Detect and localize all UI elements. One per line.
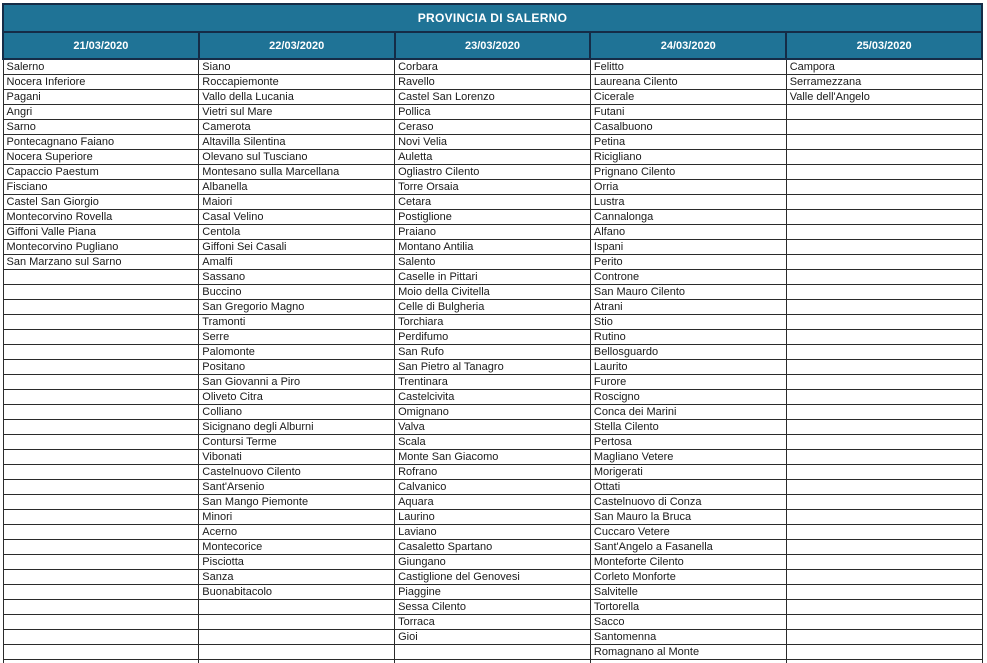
municipality-cell xyxy=(786,600,982,615)
municipality-cell xyxy=(786,555,982,570)
municipality-cell: Contursi Terme xyxy=(199,435,395,450)
table-row xyxy=(3,135,982,150)
municipality-cell xyxy=(786,300,982,315)
municipality-cell: Monteforte Cilento xyxy=(590,555,786,570)
municipality-cell: San Mauro la Bruca xyxy=(590,510,786,525)
municipality-cell: San Mango Piemonte xyxy=(199,495,395,510)
municipality-cell xyxy=(786,585,982,600)
municipality-cell: Salerno xyxy=(3,59,199,75)
municipality-cell: Ottati xyxy=(590,480,786,495)
municipality-cell xyxy=(3,285,199,300)
municipality-cell: Castelnuovo Cilento xyxy=(199,465,395,480)
municipality-cell: Magliano Vetere xyxy=(590,450,786,465)
municipality-cell: Aquara xyxy=(395,495,591,510)
municipality-cell: Celle di Bulgheria xyxy=(395,300,591,315)
municipality-cell: Felitto xyxy=(590,59,786,75)
municipality-cell: Stio xyxy=(590,315,786,330)
municipality-cell: Amalfi xyxy=(199,255,395,270)
municipality-cell: Alfano xyxy=(590,225,786,240)
municipality-cell: Castel San Giorgio xyxy=(3,195,199,210)
municipality-cell xyxy=(3,390,199,405)
municipality-cell: Campora xyxy=(786,59,982,75)
table-row xyxy=(3,330,982,345)
municipality-cell: Postiglione xyxy=(395,210,591,225)
municipality-cell: Perdifumo xyxy=(395,330,591,345)
municipality-cell: Montano Antilia xyxy=(395,240,591,255)
municipality-cell: Sarno xyxy=(3,120,199,135)
table-body xyxy=(3,59,982,663)
municipality-cell: Castelnuovo di Conza xyxy=(590,495,786,510)
municipality-cell: Orria xyxy=(590,180,786,195)
table-row xyxy=(3,630,982,645)
municipality-cell xyxy=(786,660,982,663)
municipality-cell xyxy=(786,495,982,510)
municipality-cell xyxy=(786,405,982,420)
municipality-cell xyxy=(3,660,199,663)
municipality-cell: Rofrano xyxy=(395,465,591,480)
municipality-cell: Novi Velia xyxy=(395,135,591,150)
municipality-cell: Albanella xyxy=(199,180,395,195)
table-row xyxy=(3,420,982,435)
municipality-cell: Pagani xyxy=(3,90,199,105)
municipality-cell: Pertosa xyxy=(590,435,786,450)
municipality-cell: Lustra xyxy=(590,195,786,210)
table-row xyxy=(3,240,982,255)
municipality-cell: Pisciotta xyxy=(199,555,395,570)
municipality-cell: Sacco xyxy=(590,615,786,630)
municipality-cell: San Rufo xyxy=(395,345,591,360)
municipality-cell: Omignano xyxy=(395,405,591,420)
municipality-cell: Sanza xyxy=(199,570,395,585)
municipality-cell xyxy=(786,240,982,255)
municipality-cell xyxy=(199,600,395,615)
municipality-cell xyxy=(786,450,982,465)
table-row xyxy=(3,255,982,270)
municipality-cell xyxy=(786,165,982,180)
municipality-cell: Ogliastro Cilento xyxy=(395,165,591,180)
municipality-cell: Cetara xyxy=(395,195,591,210)
date-header-5: 25/03/2020 xyxy=(786,32,982,59)
table-row xyxy=(3,75,982,90)
municipality-cell: Casalbuono xyxy=(590,120,786,135)
municipality-cell xyxy=(3,495,199,510)
municipality-cell: Altavilla Silentina xyxy=(199,135,395,150)
municipality-cell: Vallo della Lucania xyxy=(199,90,395,105)
municipality-cell: Salvitelle xyxy=(590,585,786,600)
municipality-cell xyxy=(3,345,199,360)
municipality-cell: Castiglione del Genovesi xyxy=(395,570,591,585)
municipality-cell: Sant'Arsenio xyxy=(199,480,395,495)
municipality-cell xyxy=(3,540,199,555)
municipality-cell: Caselle in Pittari xyxy=(395,270,591,285)
municipality-cell xyxy=(3,270,199,285)
municipality-cell: Montecorvino Pugliano xyxy=(3,240,199,255)
municipality-cell xyxy=(3,465,199,480)
municipality-cell: Castel San Lorenzo xyxy=(395,90,591,105)
municipality-cell xyxy=(199,660,395,663)
municipality-cell: Siano xyxy=(199,59,395,75)
municipality-cell: Centola xyxy=(199,225,395,240)
municipality-cell xyxy=(3,525,199,540)
municipality-cell: Calvanico xyxy=(395,480,591,495)
municipality-cell xyxy=(3,405,199,420)
municipality-cell: Palomonte xyxy=(199,345,395,360)
municipality-cell xyxy=(3,480,199,495)
municipality-cell: Tramonti xyxy=(199,315,395,330)
municipality-cell xyxy=(786,540,982,555)
municipality-cell: Giffoni Sei Casali xyxy=(199,240,395,255)
title-row xyxy=(3,4,982,32)
municipality-cell xyxy=(199,645,395,660)
table-row xyxy=(3,300,982,315)
municipality-cell: San Giovanni a Piro xyxy=(199,375,395,390)
municipality-cell xyxy=(3,315,199,330)
municipality-cell: Ispani xyxy=(590,240,786,255)
municipality-cell xyxy=(786,615,982,630)
municipality-cell: Stella Cilento xyxy=(590,420,786,435)
municipality-cell: Sassano xyxy=(199,270,395,285)
table-row xyxy=(3,225,982,240)
municipality-cell: Nocera Superiore xyxy=(3,150,199,165)
municipality-cell: Ravello xyxy=(395,75,591,90)
municipality-cell xyxy=(786,510,982,525)
municipality-cell xyxy=(786,645,982,660)
municipality-cell: Laurino xyxy=(395,510,591,525)
municipality-cell: Colliano xyxy=(199,405,395,420)
table-row xyxy=(3,615,982,630)
table-row xyxy=(3,495,982,510)
municipality-cell: Casaletto Spartano xyxy=(395,540,591,555)
municipality-cell: Valle dell'Angelo xyxy=(786,90,982,105)
municipality-cell xyxy=(3,420,199,435)
municipality-cell: Gioi xyxy=(395,630,591,645)
municipality-cell: Acerno xyxy=(199,525,395,540)
municipality-cell xyxy=(3,570,199,585)
table-row xyxy=(3,105,982,120)
municipality-cell xyxy=(786,270,982,285)
date-header-3: 23/03/2020 xyxy=(395,32,591,59)
municipality-cell xyxy=(786,225,982,240)
table-row xyxy=(3,405,982,420)
date-header-1: 21/03/2020 xyxy=(3,32,199,59)
municipality-cell: Minori xyxy=(199,510,395,525)
municipality-cell xyxy=(3,330,199,345)
municipality-cell: Auletta xyxy=(395,150,591,165)
table-row xyxy=(3,645,982,660)
municipality-cell: Prignano Cilento xyxy=(590,165,786,180)
municipality-cell: Torre Orsaia xyxy=(395,180,591,195)
municipality-cell: Buccino xyxy=(199,285,395,300)
municipality-cell xyxy=(3,435,199,450)
table-row xyxy=(3,59,982,75)
municipality-cell: Controne xyxy=(590,270,786,285)
municipality-cell xyxy=(3,630,199,645)
province-table xyxy=(2,3,983,663)
municipality-cell: Roscigno xyxy=(590,390,786,405)
municipality-cell xyxy=(786,315,982,330)
municipality-cell: Bellosguardo xyxy=(590,345,786,360)
municipality-cell: Praiano xyxy=(395,225,591,240)
date-header-row xyxy=(3,32,982,59)
municipality-cell xyxy=(786,150,982,165)
municipality-cell xyxy=(786,105,982,120)
municipality-cell: Casal Velino xyxy=(199,210,395,225)
municipality-cell xyxy=(199,615,395,630)
table-row xyxy=(3,450,982,465)
municipality-cell: Corbara xyxy=(395,59,591,75)
municipality-cell xyxy=(786,525,982,540)
table-row xyxy=(3,585,982,600)
municipality-cell: San Marzano sul Sarno xyxy=(3,255,199,270)
municipality-cell: San Pietro al Tanagro xyxy=(395,360,591,375)
municipality-cell: Vibonati xyxy=(199,450,395,465)
municipality-cell xyxy=(786,210,982,225)
municipality-cell xyxy=(786,330,982,345)
municipality-cell: Ceraso xyxy=(395,120,591,135)
table-row xyxy=(3,555,982,570)
municipality-cell xyxy=(3,300,199,315)
municipality-cell xyxy=(786,420,982,435)
municipality-cell: Perito xyxy=(590,255,786,270)
table-row xyxy=(3,525,982,540)
municipality-cell: Camerota xyxy=(199,120,395,135)
municipality-cell: Castelcivita xyxy=(395,390,591,405)
municipality-cell xyxy=(3,360,199,375)
municipality-cell: Giungano xyxy=(395,555,591,570)
table-head xyxy=(3,4,982,59)
municipality-cell: San Mauro Cilento xyxy=(590,285,786,300)
municipality-cell: Laurito xyxy=(590,360,786,375)
municipality-cell: Valva xyxy=(395,420,591,435)
table-row xyxy=(3,165,982,180)
municipality-cell: Petina xyxy=(590,135,786,150)
date-header-2: 22/03/2020 xyxy=(199,32,395,59)
municipality-cell: Angri xyxy=(3,105,199,120)
municipality-cell xyxy=(3,450,199,465)
municipality-cell: Ricigliano xyxy=(590,150,786,165)
table-row xyxy=(3,210,982,225)
table-row xyxy=(3,150,982,165)
municipality-cell xyxy=(786,375,982,390)
municipality-cell: Sicignano degli Alburni xyxy=(199,420,395,435)
municipality-cell xyxy=(786,360,982,375)
municipality-cell: Sessa Cilento xyxy=(395,600,591,615)
municipality-cell xyxy=(3,600,199,615)
municipality-cell: Olevano sul Tusciano xyxy=(199,150,395,165)
municipality-cell xyxy=(786,630,982,645)
municipality-cell: Serre xyxy=(199,330,395,345)
table-row xyxy=(3,195,982,210)
municipality-cell xyxy=(786,180,982,195)
municipality-cell xyxy=(3,585,199,600)
table-row xyxy=(3,465,982,480)
municipality-cell: Salento xyxy=(395,255,591,270)
date-header-4: 24/03/2020 xyxy=(590,32,786,59)
municipality-cell xyxy=(786,435,982,450)
municipality-cell: Santomenna xyxy=(590,630,786,645)
municipality-cell xyxy=(3,510,199,525)
table-row xyxy=(3,360,982,375)
municipality-cell: Maiori xyxy=(199,195,395,210)
table-row xyxy=(3,120,982,135)
municipality-cell: Fisciano xyxy=(3,180,199,195)
municipality-cell xyxy=(786,345,982,360)
municipality-cell: Moio della Civitella xyxy=(395,285,591,300)
municipality-cell: Trentinara xyxy=(395,375,591,390)
table-row xyxy=(3,375,982,390)
municipality-cell xyxy=(395,660,591,663)
municipality-cell: Rutino xyxy=(590,330,786,345)
municipality-cell: Laureana Cilento xyxy=(590,75,786,90)
municipality-cell: Romagnano al Monte xyxy=(590,645,786,660)
municipality-cell xyxy=(786,465,982,480)
municipality-cell: Tortorella xyxy=(590,600,786,615)
municipality-cell: Conca dei Marini xyxy=(590,405,786,420)
municipality-cell xyxy=(786,135,982,150)
municipality-cell: Laviano xyxy=(395,525,591,540)
table-row xyxy=(3,510,982,525)
municipality-cell xyxy=(3,645,199,660)
municipality-cell: Buonabitacolo xyxy=(199,585,395,600)
municipality-cell: Oliveto Citra xyxy=(199,390,395,405)
table-row xyxy=(3,600,982,615)
municipality-cell xyxy=(3,375,199,390)
table-row xyxy=(3,390,982,405)
table-row xyxy=(3,345,982,360)
municipality-cell: Scala xyxy=(395,435,591,450)
table-row xyxy=(3,315,982,330)
table-row xyxy=(3,180,982,195)
municipality-cell: Morigerati xyxy=(590,465,786,480)
municipality-cell: Giffoni Valle Piana xyxy=(3,225,199,240)
table-row xyxy=(3,540,982,555)
page-title: PROVINCIA DI SALERNO xyxy=(3,4,982,32)
municipality-cell: Montecorvino Rovella xyxy=(3,210,199,225)
table-row xyxy=(3,270,982,285)
municipality-cell: Montesano sulla Marcellana xyxy=(199,165,395,180)
municipality-cell: Nocera Inferiore xyxy=(3,75,199,90)
municipality-cell xyxy=(786,255,982,270)
municipality-cell: Piaggine xyxy=(395,585,591,600)
municipality-cell xyxy=(786,195,982,210)
municipality-cell: Montecorice xyxy=(199,540,395,555)
municipality-cell: San Gregorio Magno xyxy=(199,300,395,315)
municipality-cell: Capaccio Paestum xyxy=(3,165,199,180)
municipality-cell xyxy=(3,615,199,630)
municipality-cell xyxy=(590,660,786,663)
municipality-cell xyxy=(786,390,982,405)
municipality-cell: Cannalonga xyxy=(590,210,786,225)
municipality-cell: Pollica xyxy=(395,105,591,120)
municipality-cell: Corleto Monforte xyxy=(590,570,786,585)
table-row xyxy=(3,660,982,663)
municipality-cell xyxy=(786,570,982,585)
municipality-cell: Serramezzana xyxy=(786,75,982,90)
municipality-cell: Positano xyxy=(199,360,395,375)
municipality-cell: Cicerale xyxy=(590,90,786,105)
municipality-cell xyxy=(786,285,982,300)
municipality-cell: Futani xyxy=(590,105,786,120)
table-row xyxy=(3,90,982,105)
municipality-cell: Monte San Giacomo xyxy=(395,450,591,465)
municipality-cell xyxy=(3,555,199,570)
municipality-cell xyxy=(199,630,395,645)
municipality-cell: Cuccaro Vetere xyxy=(590,525,786,540)
table-row xyxy=(3,435,982,450)
municipality-cell: Torchiara xyxy=(395,315,591,330)
table-row xyxy=(3,570,982,585)
municipality-cell: Torraca xyxy=(395,615,591,630)
municipality-cell: Roccapiemonte xyxy=(199,75,395,90)
table-row xyxy=(3,285,982,300)
municipality-cell xyxy=(786,120,982,135)
municipality-cell: Pontecagnano Faiano xyxy=(3,135,199,150)
municipality-cell xyxy=(395,645,591,660)
municipality-cell: Sant'Angelo a Fasanella xyxy=(590,540,786,555)
municipality-cell: Vietri sul Mare xyxy=(199,105,395,120)
municipality-cell: Furore xyxy=(590,375,786,390)
municipality-cell xyxy=(786,480,982,495)
table-row xyxy=(3,480,982,495)
municipality-cell: Atrani xyxy=(590,300,786,315)
